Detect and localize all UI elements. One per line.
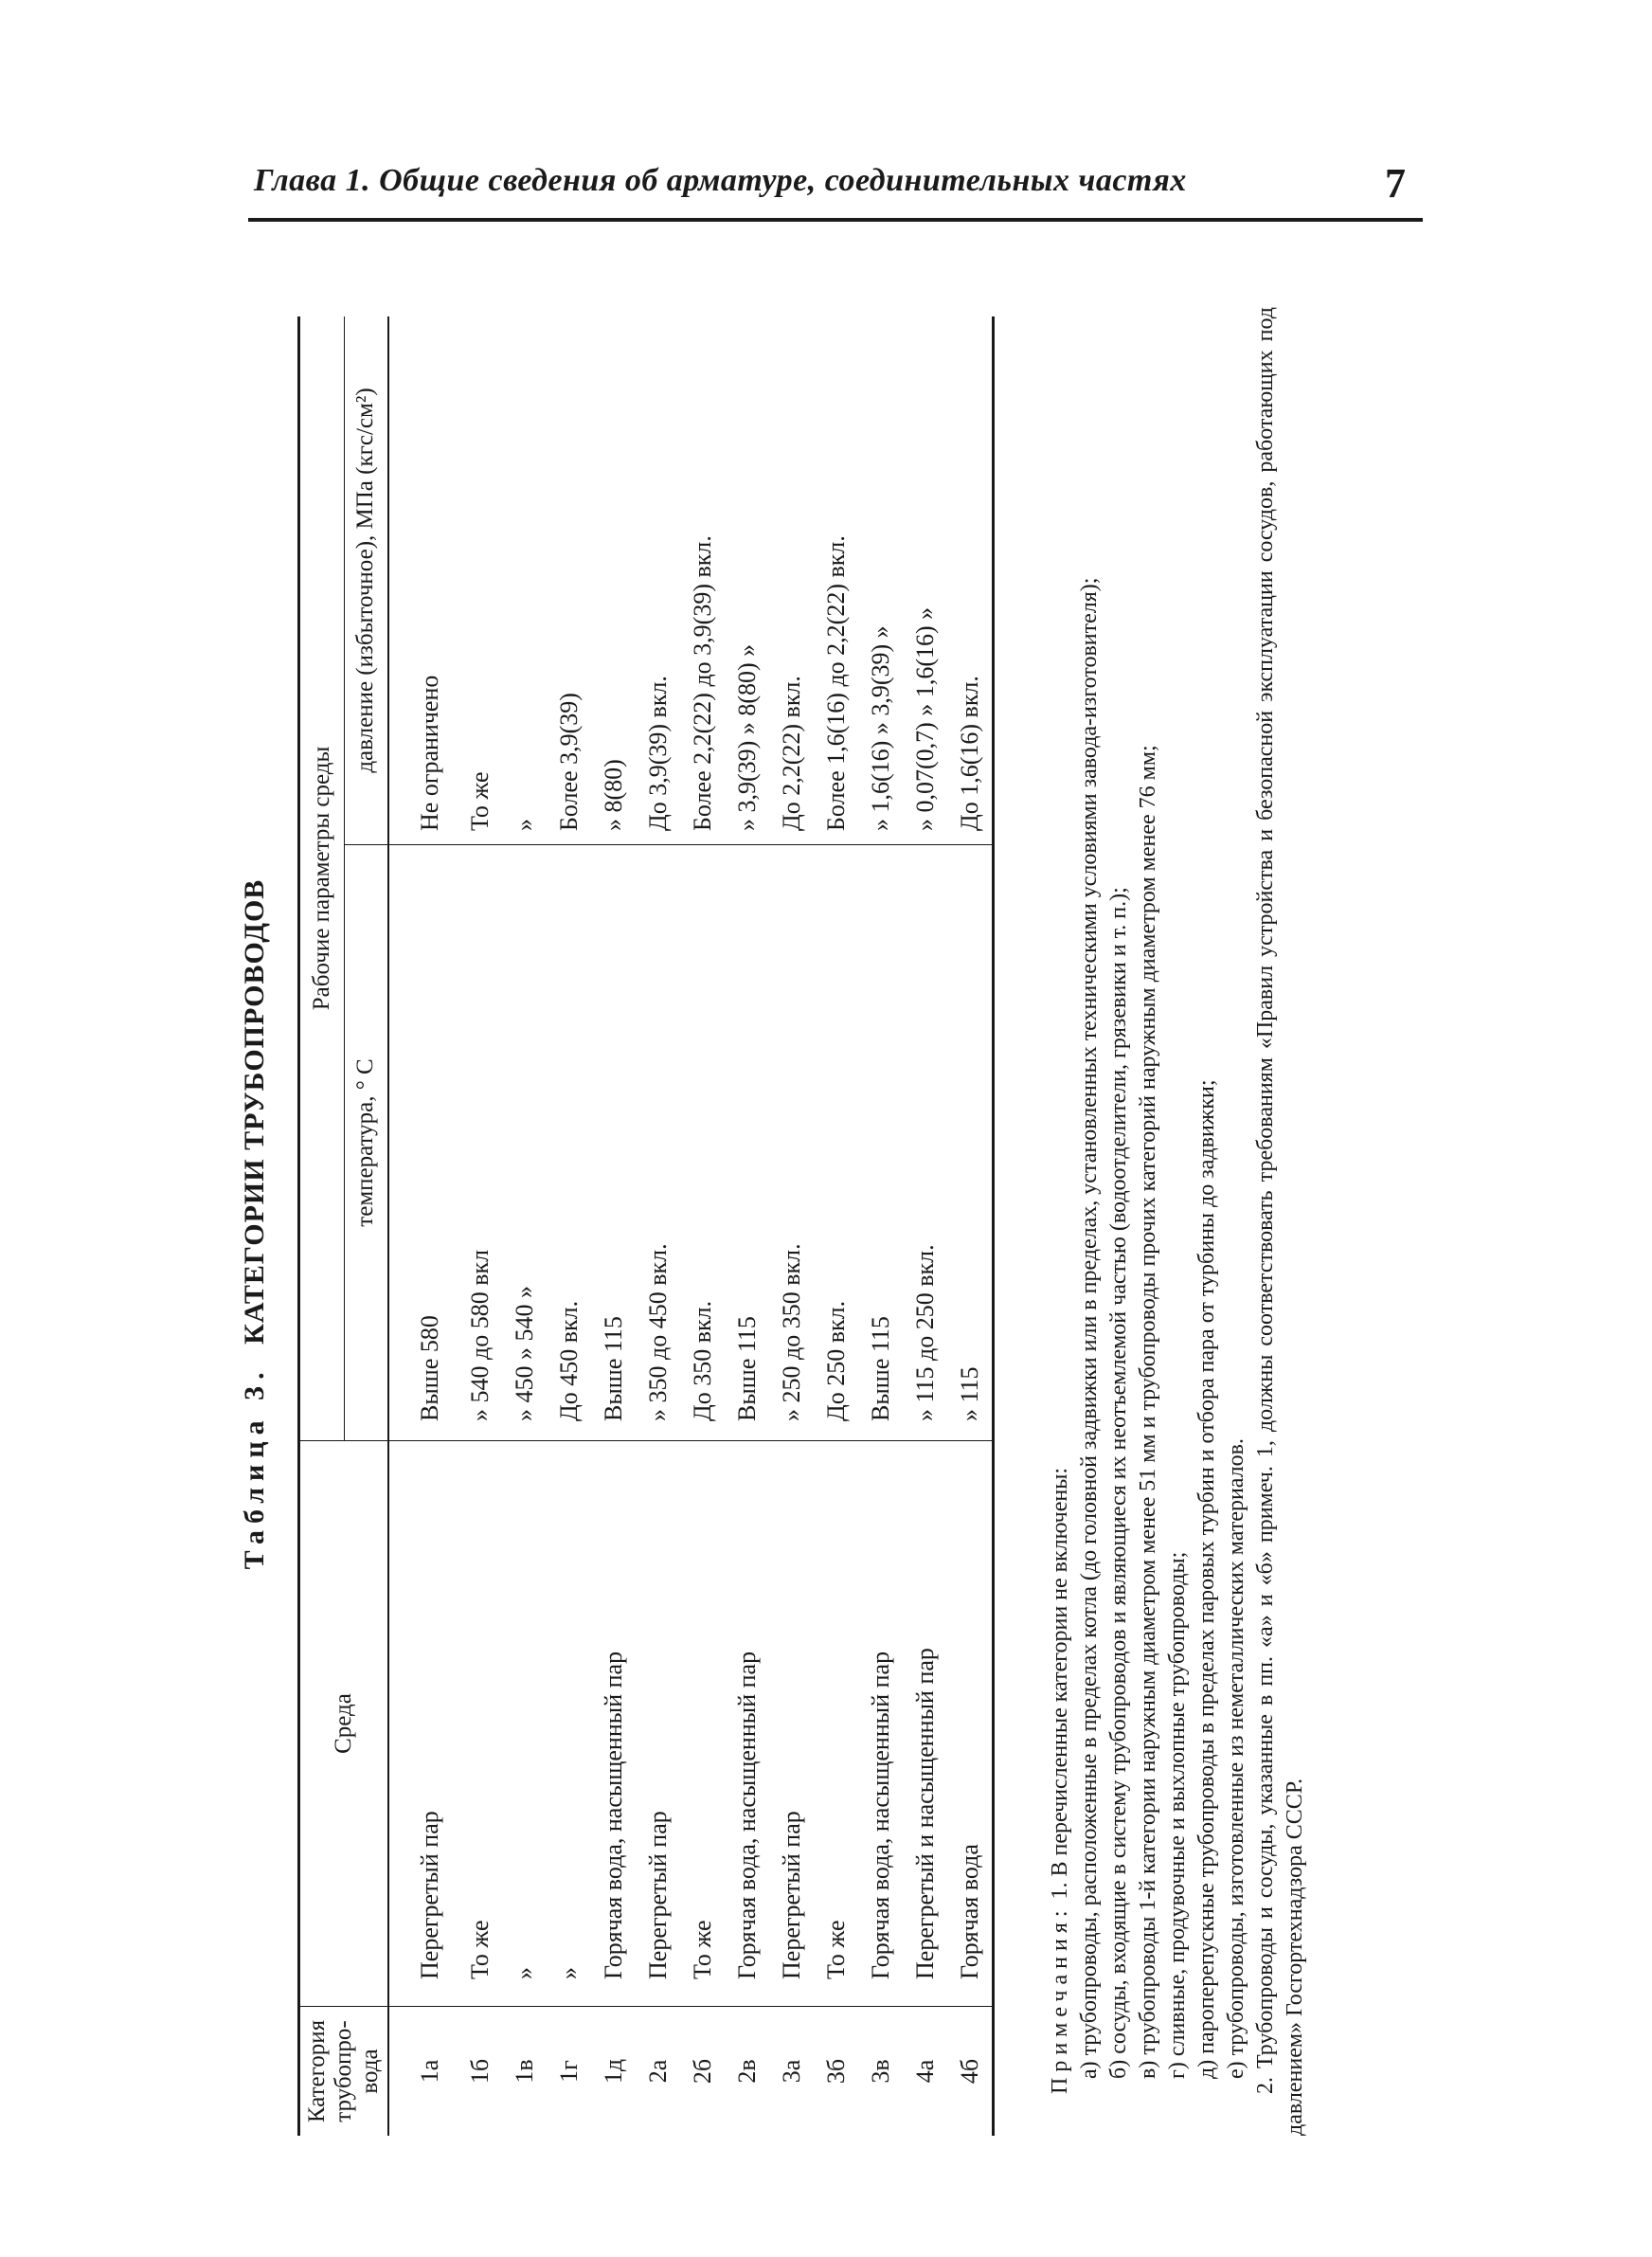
- cell-category: 1б: [458, 2007, 502, 2137]
- cell-pressure: » 1,6(16) » 3,9(39) »: [866, 625, 894, 831]
- note-line: [1046, 307, 1075, 2136]
- cell-category: 2б: [680, 2007, 725, 2137]
- categories-table: [297, 316, 995, 2136]
- cell-category: 1а: [388, 2007, 458, 2137]
- cell-temperature: До 350 вкл.: [680, 845, 725, 1441]
- cell-pressure: До 2,2(22) вкл.: [777, 676, 805, 831]
- table-row: [502, 316, 547, 2136]
- cell-category: 2в: [725, 2007, 769, 2137]
- page-number: 7: [1385, 160, 1406, 207]
- cell-category: 4а: [903, 2007, 947, 2137]
- note-line: б) сосуды, входящие в систему трубопроводов и являющиеся их неотъемлемой частью (водоотделители, грязевики и т. п.);: [1106, 887, 1131, 2079]
- cell-temperature: До 250 вкл.: [814, 845, 858, 1441]
- table-caption-title: КАТЕГОРИИ ТРУБОПРОВОДОВ: [239, 878, 270, 1345]
- rotated-content: [239, 286, 1413, 2162]
- cell-medium: То же: [814, 1441, 858, 2007]
- cell-pressure: То же: [465, 771, 494, 831]
- table-row: [636, 316, 680, 2136]
- header-params: Рабочие параметры среды: [299, 316, 345, 1441]
- cell-medium: То же: [680, 1441, 725, 2007]
- cell-temperature: » 115: [947, 845, 994, 1441]
- cell-pressure: » 3,9(39) » 8(80) »: [732, 643, 761, 831]
- table-row: [591, 316, 636, 2136]
- cell-medium: То же: [458, 1441, 502, 2007]
- running-title: Глава 1. Общие сведения об арматуре, соединительных частях: [254, 163, 1187, 198]
- cell-category: 3б: [814, 2007, 858, 2137]
- note-line: а) трубопроводы, расположенные в пределах котла (до головной задвижки или в пределах, установленных техническими условиями завода-изготовителя);: [1077, 577, 1102, 2079]
- cell-pressure: » 0,07(0,7) » 1,6(16) »: [910, 606, 939, 831]
- table-caption: [239, 286, 292, 2162]
- cell-medium: Перегретый пар: [636, 1441, 680, 2007]
- cell-temperature: » 115 до 250 вкл.: [903, 845, 947, 1441]
- cell-temperature: Выше 115: [858, 845, 903, 1441]
- note-line: 2. Трубопроводы и сосуды, указанные в пп. «а» и «б» примеч. 1, должны соответствовать требованиям «Правил устройства и безопасной эксплуатации сосудов, работающих под давлением» Госгортехнадзора СССР.: [1253, 307, 1307, 2136]
- cell-temperature: » 450 » 540 »: [502, 845, 547, 1441]
- cell-temperature: До 450 вкл.: [547, 845, 591, 1441]
- note-line: г) сливные, продувочные и выхлопные трубопроводы;: [1165, 1551, 1190, 2079]
- table-caption-label: Таблица 3.: [239, 1365, 270, 1570]
- cell-medium: Перегретый пар: [388, 1441, 458, 2007]
- note-line: в) трубопроводы 1-й категории наружным диаметром менее 51 мм и трубопроводы прочих категорий наружным диаметром менее 76 мм;: [1136, 745, 1160, 2079]
- cell-medium: Перегретый и насыщенный пар: [903, 1441, 947, 2007]
- table-row: [458, 316, 502, 2136]
- cell-temperature: Выше 115: [725, 845, 769, 1441]
- table-row: [388, 316, 458, 2136]
- cell-category: 2а: [636, 2007, 680, 2137]
- cell-temperature: Выше 115: [591, 845, 636, 1441]
- cell-pressure: Более 3,9(39): [554, 693, 583, 831]
- cell-medium: Горячая вода: [947, 1441, 994, 2007]
- cell-category: 3а: [769, 2007, 814, 2137]
- note-line: д) пароперепускные трубопроводы в пределах паровых турбин и отбора пара от турбины до задвижки;: [1194, 1079, 1219, 2079]
- cell-category: 4б: [947, 2007, 994, 2137]
- table-row: [858, 316, 903, 2136]
- cell-medium: »: [502, 1441, 547, 2007]
- cell-pressure: До 1,6(16) вкл.: [947, 316, 994, 845]
- cell-medium: Горячая вода, насыщенный пар: [725, 1441, 769, 2007]
- table-row: [680, 316, 725, 2136]
- cell-temperature: Выше 580: [388, 845, 458, 1441]
- header-medium: Среда: [299, 1441, 389, 2007]
- cell-pressure: Более 1,6(16) до 2,2(22) вкл.: [821, 535, 850, 831]
- cell-temperature: » 540 до 580 вкл: [458, 845, 502, 1441]
- table-notes: [1046, 307, 1310, 2136]
- header-temperature: температура, ° С: [344, 845, 388, 1441]
- table-row: [814, 316, 858, 2136]
- cell-medium: »: [547, 1441, 591, 2007]
- cell-medium: Горячая вода, насыщенный пар: [591, 1441, 636, 2007]
- table-row: [947, 316, 994, 2136]
- table-row: [903, 316, 947, 2136]
- cell-temperature: » 350 до 450 вкл.: [636, 845, 680, 1441]
- cell-medium: Горячая вода, насыщенный пар: [858, 1441, 903, 2007]
- header-pressure: давление (избыточное), МПа (кгс/см²): [344, 316, 388, 845]
- table-row: [547, 316, 591, 2136]
- table-row: [769, 316, 814, 2136]
- cell-category: 1д: [591, 2007, 636, 2137]
- note-line: е) трубопроводы, изготовленные из неметаллических материалов.: [1224, 1438, 1248, 2079]
- header-rule: [248, 218, 1423, 222]
- cell-pressure: Не ограничено: [416, 675, 443, 831]
- cell-pressure: » 8(80): [599, 759, 627, 831]
- header-category: Категория трубопро-вода: [299, 2007, 389, 2137]
- note-text: 1. В перечисленные категории не включены:: [1048, 1467, 1072, 1900]
- cell-pressure: »: [510, 819, 538, 831]
- cell-category: 3в: [858, 2007, 903, 2137]
- cell-category: 1г: [547, 2007, 591, 2137]
- cell-medium: Перегретый пар: [769, 1441, 814, 2007]
- cell-pressure: Более 2,2(22) до 3,9(39) вкл.: [688, 535, 716, 831]
- cell-temperature: » 250 до 350 вкл.: [769, 845, 814, 1441]
- notes-label: Примечания:: [1048, 1905, 1072, 2094]
- table-row: [725, 316, 769, 2136]
- cell-pressure: До 3,9(39) вкл.: [643, 676, 672, 831]
- cell-category: 1в: [502, 2007, 547, 2137]
